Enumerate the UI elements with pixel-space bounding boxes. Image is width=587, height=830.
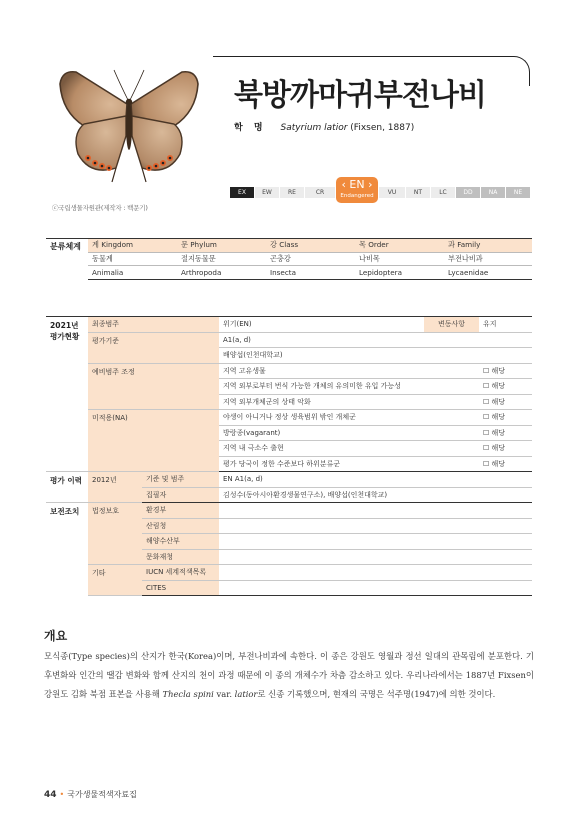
- iucn-lc: LC: [431, 187, 455, 198]
- taxonomy-latin: Insecta: [266, 266, 355, 280]
- taxonomy-latin: Animalia: [88, 266, 177, 280]
- overview-text-1: 모식종(Type species)의 산지가 한국(Korea)이며, 부전나비과에 속한다. 이 종은 강원도 영월과 정선 일대의 관목림에 분포한다. 기후변화와 인간의 땔감 변화와 함께 산지의 천이 과정 때문에 이 종의 개체수가 차츰 감소하고 있다. 우리나라에서는 1887년 Fixsen이 강원도 김화 북점 표본을 사용해: [44, 651, 534, 699]
- checkbox-applicable: ☐ 해당: [479, 410, 532, 426]
- criteria-value: A1(a, d): [219, 332, 532, 348]
- legal-value: [219, 503, 532, 519]
- scientific-name-binomial: Satyrium latior: [280, 123, 348, 133]
- taxonomy-side-label: 분류체계: [46, 239, 88, 280]
- evaluation-table: [46, 316, 532, 596]
- scientific-name-author: (Fixsen, 1887): [350, 123, 415, 133]
- iucn-vu: VU: [379, 187, 405, 198]
- criteria-label: 평가기준: [88, 332, 219, 363]
- legal-value: [219, 518, 532, 534]
- final-category-value: 위기(EN): [219, 317, 424, 333]
- legal-item: 환경부: [142, 503, 219, 519]
- scientific-name: [234, 120, 414, 133]
- taxonomy-korean: 나비목: [355, 252, 444, 266]
- butterfly-photo: [54, 64, 204, 188]
- na-item: 야생이 아니거나 정상 생육범위 밖인 개체군: [219, 410, 479, 426]
- iucn-dd: DD: [456, 187, 480, 198]
- iucn-re: RE: [280, 187, 304, 198]
- checkbox-applicable: ☐ 해당: [479, 425, 532, 441]
- na-item: 평가 당국이 정한 수준보다 하위분류군: [219, 456, 479, 472]
- legal-item: 문화재청: [142, 549, 219, 565]
- checkbox-applicable: ☐ 해당: [479, 379, 532, 395]
- other-item: IUCN 세계적색목록: [142, 565, 219, 581]
- legal-item: 산림청: [142, 518, 219, 534]
- other-value: [219, 565, 532, 581]
- overview-italic-1: Thecla spini: [162, 689, 214, 699]
- checkbox-applicable: ☐ 해당: [479, 441, 532, 457]
- checkbox-applicable: ☐ 해당: [479, 456, 532, 472]
- page-footer: [44, 789, 137, 800]
- na-item: 지역 내 극소수 출현: [219, 441, 479, 457]
- overview-paragraph: [44, 647, 534, 704]
- history-year: 2012년: [88, 472, 142, 503]
- taxonomy-table: [46, 238, 532, 280]
- taxonomy-header: 과 Family: [444, 239, 532, 253]
- legal-value: [219, 534, 532, 550]
- taxonomy-latin: Arthropoda: [177, 266, 266, 280]
- taxonomy-latin: Lepidoptera: [355, 266, 444, 280]
- overview-heading: 개요: [44, 629, 68, 643]
- iucn-ex: EX: [230, 187, 254, 198]
- overview-text-3: 로 신종 기록했으며, 현재의 국명은 석주명(1947)에 의한 것이다.: [257, 689, 496, 699]
- iucn-na: NA: [481, 187, 505, 198]
- history-criteria-value: EN A1(a, d): [219, 472, 532, 488]
- taxonomy-header: 목 Order: [355, 239, 444, 253]
- criteria-person: 배양섭(인천대학교): [219, 348, 532, 364]
- eval-2021-side: [46, 317, 88, 472]
- taxonomy-korean: 동물계: [88, 252, 177, 266]
- na-label: 미적용(NA): [88, 410, 219, 472]
- iucn-en-label: Endangered: [340, 193, 374, 199]
- other-item: CITES: [142, 580, 219, 596]
- na-item: 방랑종(vagarant): [219, 425, 479, 441]
- scientific-name-label: 학 명: [234, 123, 267, 133]
- taxonomy-header: 계 Kingdom: [88, 239, 177, 253]
- book-title: 국가생물적색자료집: [67, 790, 137, 799]
- other-label: 기타: [88, 565, 142, 596]
- legal-item: 해양수산부: [142, 534, 219, 550]
- footer-bullet-icon: •: [59, 790, 65, 799]
- checkbox-applicable: ☐ 해당: [479, 394, 532, 410]
- change-value: 유지: [479, 317, 532, 333]
- header-rule: [213, 56, 513, 57]
- history-criteria-label: 기준 및 범주: [142, 472, 219, 488]
- taxonomy-header: 문 Phylum: [177, 239, 266, 253]
- checkbox-applicable: ☐ 해당: [479, 363, 532, 379]
- change-label: 변동사항: [424, 317, 479, 333]
- overview-text-2: var.: [213, 689, 235, 699]
- taxonomy-latin: Lycaenidae: [444, 266, 532, 280]
- eval-2021-title: 평가현황: [50, 332, 80, 341]
- iucn-en-code: EN: [349, 178, 365, 191]
- iucn-ew: EW: [255, 187, 279, 198]
- taxonomy-korean: 곤충강: [266, 252, 355, 266]
- conservation-side: 보전조치: [50, 507, 80, 516]
- history-side: 평가 이력: [46, 472, 88, 503]
- adjust-item: 지역 외부로부터 번식 가능한 개체의 유의미한 유입 가능성: [219, 379, 479, 395]
- photo-credit: ⓒ국립생물자원관(제작자 : 백문기): [52, 204, 148, 212]
- adjust-item: 지역 고유생물: [219, 363, 479, 379]
- taxonomy-header: 강 Class: [266, 239, 355, 253]
- history-author-label: 집필자: [142, 487, 219, 503]
- iucn-ne: NE: [506, 187, 530, 198]
- taxonomy-korean: 절지동물문: [177, 252, 266, 266]
- eval-2021-year: 2021년: [50, 321, 79, 330]
- legal-value: [219, 549, 532, 565]
- overview-italic-2: latior: [234, 689, 258, 699]
- final-category-label: 최종범주: [88, 317, 219, 333]
- iucn-cr: CR: [305, 187, 335, 198]
- adjust-label: 예비범주 조정: [88, 363, 219, 410]
- page-number: 44: [44, 790, 57, 800]
- adjust-item: 지역 외부개체군의 상태 악화: [219, 394, 479, 410]
- iucn-nt: NT: [406, 187, 430, 198]
- history-author-value: 김성수(동아시아환경생물연구소), 배양섭(인천대학교): [219, 487, 532, 503]
- iucn-en-selected: ‹ EN › Endangered: [336, 177, 378, 203]
- legal-label: 법정보호: [88, 503, 142, 565]
- other-value: [219, 580, 532, 596]
- taxonomy-korean: 부전나비과: [444, 252, 532, 266]
- header-corner: [508, 56, 530, 86]
- page-title: 북방까마귀부전나비: [234, 78, 486, 113]
